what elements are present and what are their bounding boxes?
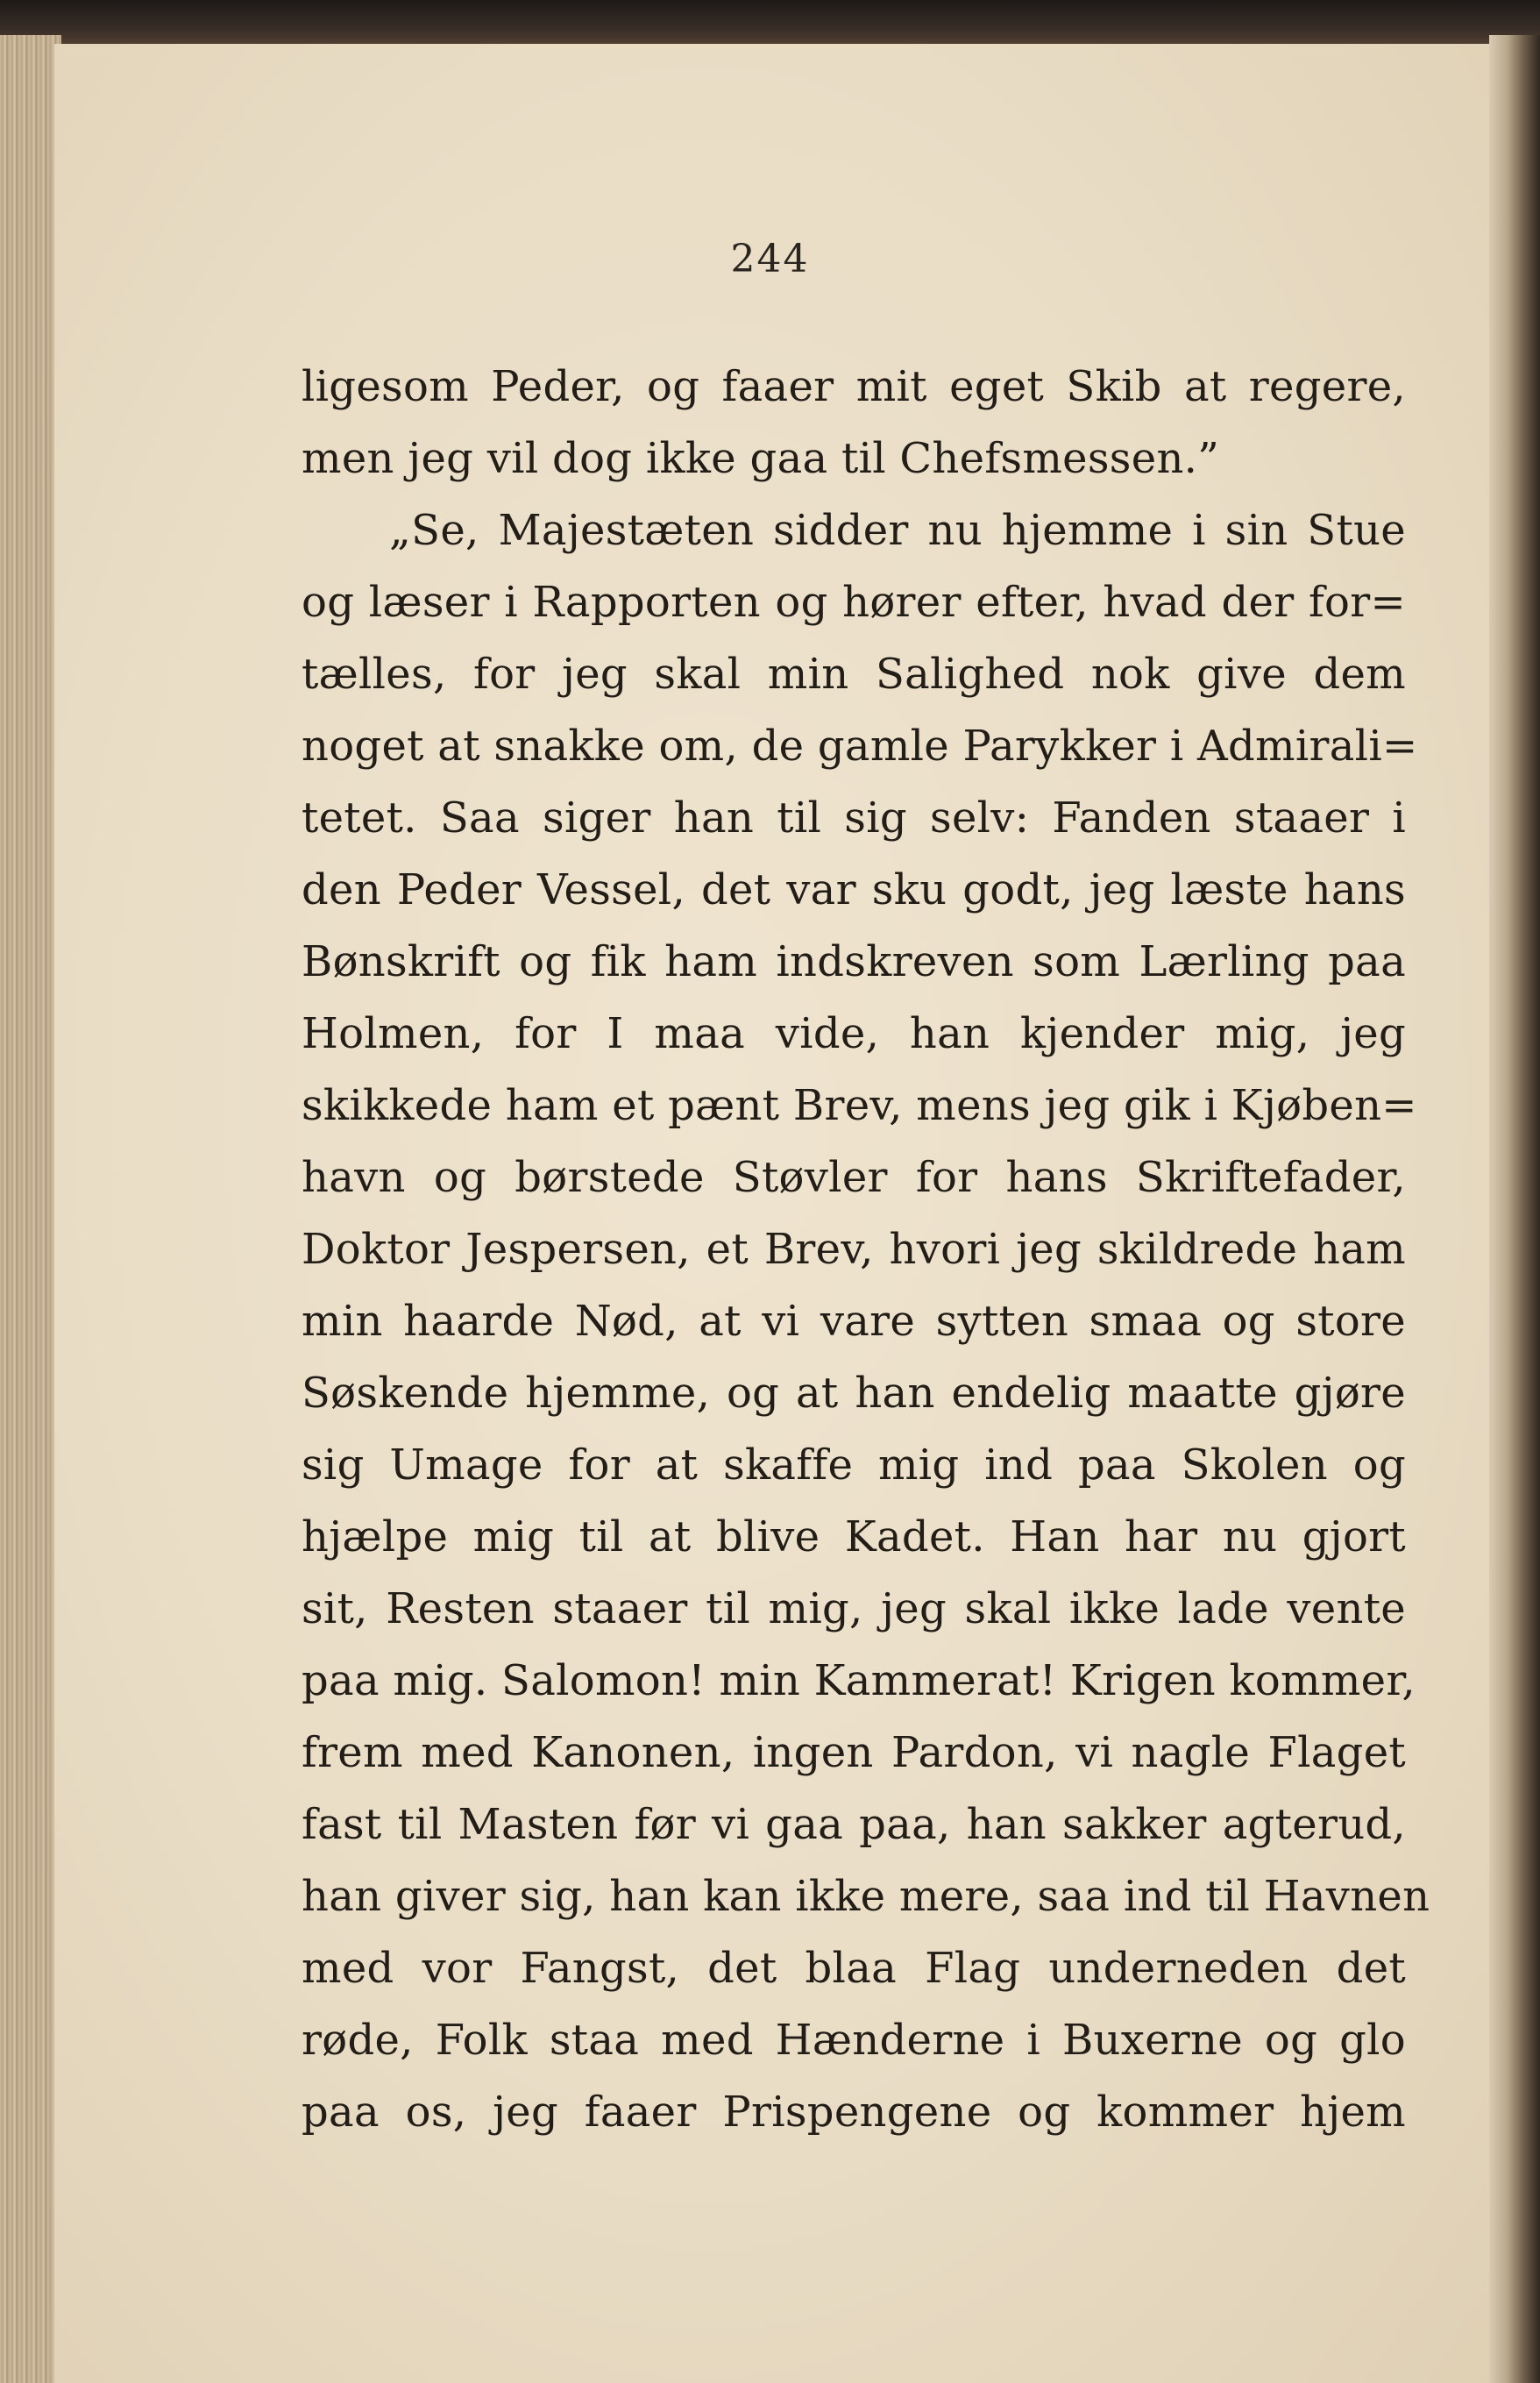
- text-line: sit, Resten staaer til mig, jeg skal ikke lade vente: [302, 1584, 1406, 1633]
- text-line: han giver sig, han kan ikke mere, saa ind til Havnen: [302, 1872, 1430, 1921]
- text-line: sig Umage for at skaffe mig ind paa Skolen og: [302, 1440, 1406, 1490]
- text-line: Søskende hjemme, og at han endelig maatte gjøre: [302, 1369, 1406, 1418]
- text-line: ligesom Peder, og faaer mit eget Skib at regere,: [302, 362, 1406, 411]
- text-line: Bønskrift og fik ham indskreven som Lærling paa: [302, 937, 1406, 986]
- text-line: hjælpe mig til at blive Kadet. Han har nu gjort: [302, 1512, 1406, 1561]
- text-line: „Se, Majestæten sidder nu hjemme i sin Stue: [389, 506, 1406, 555]
- text-line: Holmen, for I maa vide, han kjender mig, jeg: [302, 1009, 1406, 1058]
- page-number: 244: [730, 237, 810, 281]
- text-line: men jeg vil dog ikke gaa til Chefsmessen.”: [302, 434, 1220, 483]
- text-line: fast til Masten før vi gaa paa, han sakker agterud,: [302, 1800, 1406, 1849]
- page-stack-edge: [0, 35, 61, 2383]
- text-line: tælles, for jeg skal min Salighed nok give dem: [302, 650, 1406, 699]
- text-line: paa os, jeg faaer Prispengene og kommer hjem: [302, 2088, 1406, 2137]
- text-line: og læser i Rapporten og hører efter, hvad der for=: [302, 578, 1406, 627]
- text-line: tetet. Saa siger han til sig selv: Fanden staaer i: [302, 793, 1406, 843]
- text-line: med vor Fangst, det blaa Flag underneden det: [302, 1944, 1406, 1993]
- text-line: skikkede ham et pænt Brev, mens jeg gik i Kjøben=: [302, 1081, 1417, 1130]
- text-line: havn og børstede Støvler for hans Skriftefader,: [302, 1153, 1406, 1202]
- text-line: frem med Kanonen, ingen Pardon, vi nagle Flaget: [302, 1728, 1406, 1777]
- body-text: [302, 351, 1430, 2148]
- text-line: Doktor Jespersen, et Brev, hvori jeg skildrede ham: [302, 1225, 1406, 1274]
- text-line: den Peder Vessel, det var sku godt, jeg læste hans: [302, 865, 1406, 914]
- book-binding-shadow: [1489, 35, 1540, 2383]
- text-line: røde, Folk staa med Hænderne i Buxerne og glo: [302, 2016, 1406, 2065]
- text-line: min haarde Nød, at vi vare sytten smaa og store: [302, 1297, 1406, 1346]
- text-line: noget at snakke om, de gamle Parykker i Admirali=: [302, 722, 1418, 771]
- text-line: paa mig. Salomon! min Kammerat! Krigen kommer,: [302, 1656, 1416, 1705]
